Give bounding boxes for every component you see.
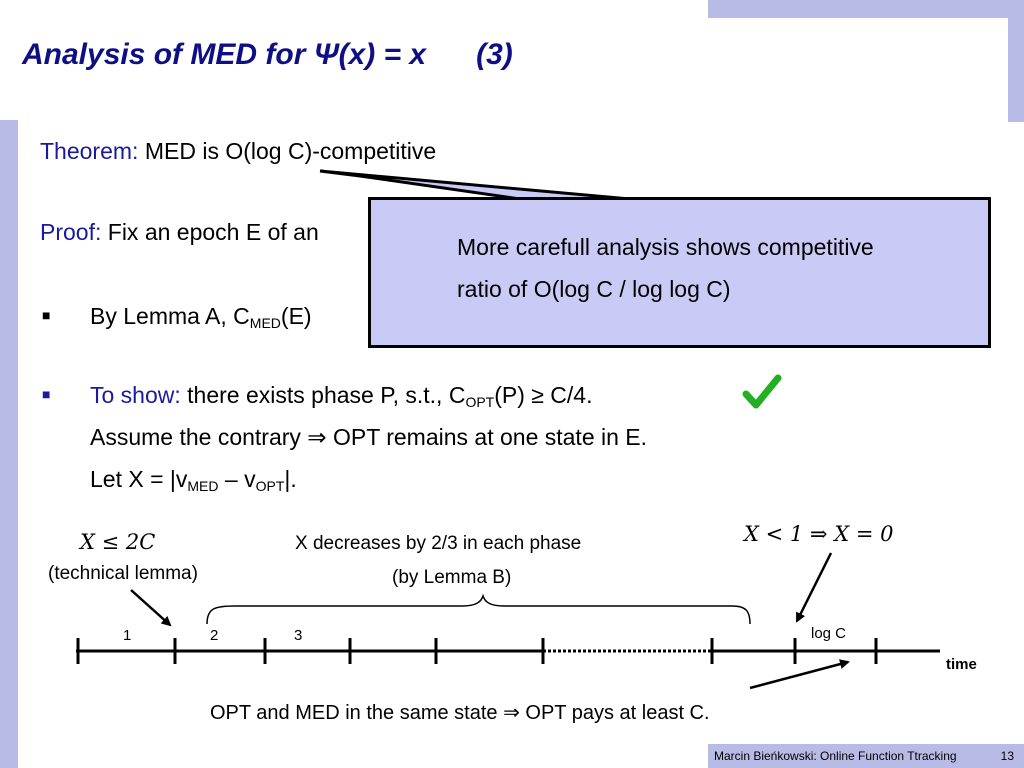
bottom-note: OPT and MED in the same state ⇒ OPT pays at least C. bbox=[210, 702, 710, 724]
time-axis-label: time bbox=[946, 656, 977, 673]
bullet-1-text: By Lemma A, C bbox=[90, 303, 250, 329]
bullet-marker-1: ■ bbox=[42, 307, 51, 323]
tick-label-1: 1 bbox=[123, 627, 132, 644]
bullet-marker-2: ■ bbox=[42, 386, 51, 402]
theorem-text: MED is O(log C)-competitive bbox=[138, 138, 437, 164]
assume-line: Assume the contrary ⇒ OPT remains at one state in E. bbox=[90, 424, 648, 450]
bullet-1-sub: MED bbox=[249, 315, 281, 331]
phase-brace bbox=[207, 596, 750, 624]
bullet-1-rest: (E) bbox=[280, 303, 312, 329]
proof-label: Proof: bbox=[40, 219, 102, 245]
slide-title: Analysis of MED for Ψ(x) = x (3) bbox=[22, 38, 513, 71]
decrease-note-line-1: X decreases by 2/3 in each phase bbox=[295, 533, 582, 554]
arrow-to-phase-2 bbox=[131, 590, 170, 625]
let-sub-opt: OPT bbox=[255, 478, 285, 494]
technical-lemma-note: (technical lemma) bbox=[48, 563, 198, 584]
footer-author: Marcin Bieńkowski: Online Function Ttracking bbox=[714, 749, 957, 763]
formula-left: X ≤ 2C bbox=[80, 530, 156, 554]
callout-line-1: More carefull analysis shows competitive bbox=[457, 234, 874, 260]
tick-label-3: 3 bbox=[294, 627, 303, 644]
bullet-2-sub: OPT bbox=[465, 394, 495, 410]
decrease-note-line-2: (by Lemma B) bbox=[392, 567, 512, 588]
let-part-c: |. bbox=[284, 466, 297, 492]
formula-right: X < 1 ⇒ X = 0 bbox=[744, 522, 894, 546]
let-part-b: – v bbox=[218, 466, 256, 492]
bullet-2-text: there exists phase P, s.t., C bbox=[180, 382, 466, 408]
callout-line-2: ratio of O(log C / log log C) bbox=[457, 276, 731, 302]
let-part-a: Let X = |v bbox=[90, 466, 188, 492]
footer-page-number: 13 bbox=[1000, 749, 1014, 763]
proof-text: Fix an epoch E of an bbox=[101, 219, 319, 245]
let-sub-med: MED bbox=[187, 478, 219, 494]
bullet-2-rest: (P) ≥ C/4. bbox=[494, 382, 593, 408]
tick-label-log-c: log C bbox=[811, 625, 847, 642]
theorem-label: Theorem: bbox=[40, 138, 139, 164]
arrow-from-bottom-note bbox=[750, 662, 848, 688]
footer-bar bbox=[708, 744, 1024, 768]
to-show-label: To show: bbox=[90, 382, 181, 408]
tick-label-2: 2 bbox=[210, 627, 219, 644]
arrow-to-log-c bbox=[797, 553, 831, 621]
